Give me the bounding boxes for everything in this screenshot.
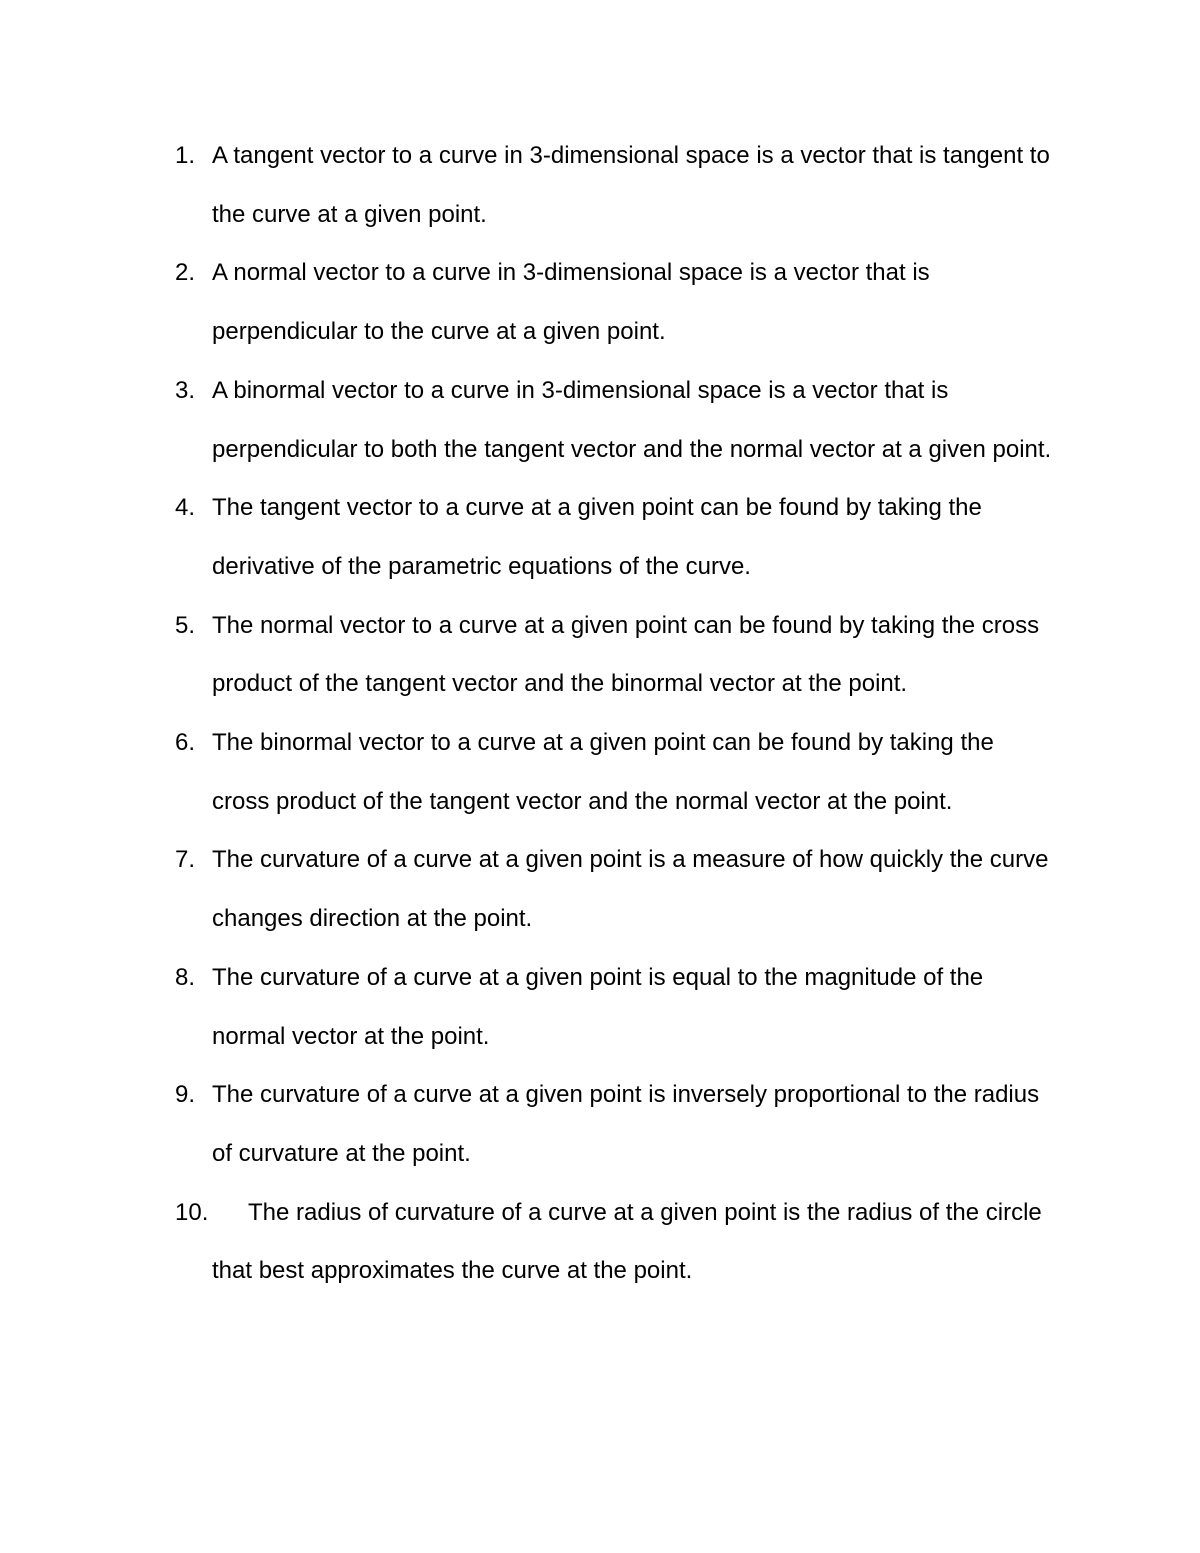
list-item <box>175 479 1055 596</box>
list-item <box>175 949 1055 1066</box>
list-item-text: The binormal vector to a curve at a given point can be found by taking the cross product of the tangent vector and the normal vector at the point. <box>212 729 994 815</box>
list-item-text: The normal vector to a curve at a given point can be found by taking the cross product of the tangent vector and the binormal vector at the point. <box>212 611 1040 698</box>
list-item-number: 3. <box>175 376 196 404</box>
list-item-text: The radius of curvature of a curve at a given point is the radius of the circle that best approximates the curve at the point. <box>212 1198 1042 1285</box>
list-item-number: 2. <box>175 259 196 287</box>
list-item <box>175 831 1055 948</box>
numbered-list <box>175 127 1055 1301</box>
list-item-text: A tangent vector to a curve in 3-dimensional space is a vector that is tangent to the curve at a given point. <box>212 142 1050 228</box>
list-item-number: 9. <box>175 1081 196 1109</box>
list-item-number: 6. <box>175 729 196 757</box>
list-item-number: 7. <box>175 846 196 874</box>
list-item <box>175 127 1055 244</box>
list-item-text: The curvature of a curve at a given point is a measure of how quickly the curve changes direction at the point. <box>212 846 1049 933</box>
list-item-text: The curvature of a curve at a given point is equal to the magnitude of the normal vector at the point. <box>212 963 984 1050</box>
list-item <box>175 1184 1055 1301</box>
list-item-number: 10. <box>175 1198 209 1226</box>
list-item-text: The curvature of a curve at a given point is inversely proportional to the radius of curvature at the point. <box>212 1081 1040 1167</box>
list-item <box>175 244 1055 361</box>
list-item-text: A normal vector to a curve in 3-dimensional space is a vector that is perpendicular to the curve at a given point. <box>212 259 930 346</box>
list-item-number: 8. <box>175 963 196 991</box>
list-item-number: 4. <box>175 494 196 522</box>
list-item-number: 1. <box>175 142 196 169</box>
list-item <box>175 714 1055 831</box>
list-item-text: A binormal vector to a curve in 3-dimensional space is a vector that is perpendicular to both the tangent vector and the normal vector at a given point. <box>212 376 1052 463</box>
list-item-number: 5. <box>175 611 196 639</box>
list-item <box>175 362 1055 479</box>
list-item <box>175 597 1055 714</box>
list-item-text: The tangent vector to a curve at a given point can be found by taking the derivative of the parametric equations of the curve. <box>212 494 982 580</box>
list-item <box>175 1066 1055 1183</box>
